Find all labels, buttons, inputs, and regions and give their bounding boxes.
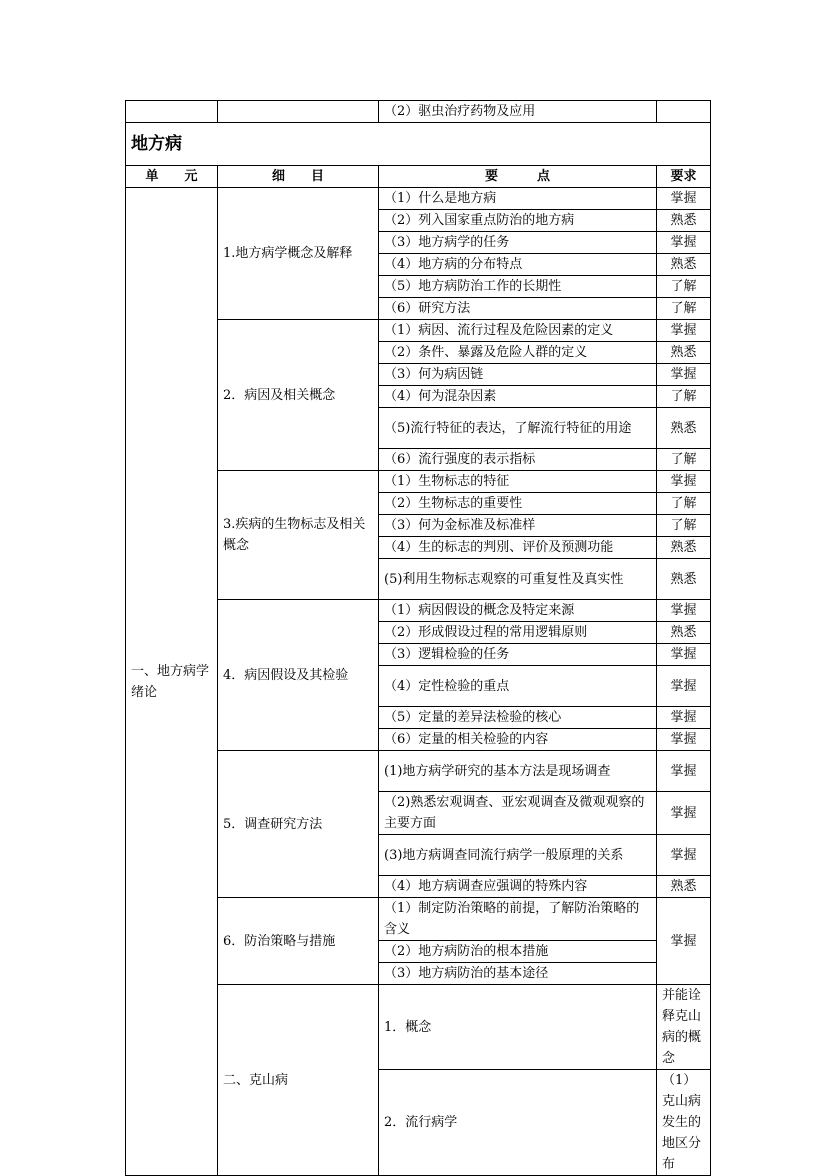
- req-cell: 熟悉: [657, 210, 711, 232]
- req-cell: 掌握: [657, 729, 711, 751]
- section-row: [126, 123, 711, 166]
- req-cell: 了解: [657, 449, 711, 471]
- req-cell: 了解: [657, 386, 711, 408]
- header-point: 要 点: [379, 166, 657, 188]
- req-cell: 掌握: [657, 835, 711, 876]
- item-cell: 2．病因及相关概念: [218, 320, 379, 471]
- req-cell: 掌握: [657, 898, 711, 985]
- unit-cell: 一、地方病学绪论: [126, 188, 218, 1176]
- req-cell: 掌握: [657, 600, 711, 622]
- item-cell: 2．流行病学: [379, 1070, 657, 1176]
- point-cell: （2）地方病防治的根本措施: [379, 941, 657, 963]
- req-cell: 了解: [657, 493, 711, 515]
- header-req: 要求: [657, 166, 711, 188]
- req-cell: 熟悉: [657, 622, 711, 644]
- req-cell: 掌握: [657, 232, 711, 254]
- point-cell: (1)地方病学研究的基本方法是现场调查: [379, 751, 657, 792]
- point-cell: （5)流行特征的表达，了解流行特征的用途: [379, 408, 657, 449]
- header-row: [126, 166, 711, 188]
- req-cell: 掌握: [657, 320, 711, 342]
- req-cell: 掌握: [657, 707, 711, 729]
- point-cell: （3）何为病因链: [379, 364, 657, 386]
- item-cell: 3.疾病的生物标志及相关概念: [218, 471, 379, 600]
- point-cell: （4）何为混杂因素: [379, 386, 657, 408]
- item-cell: 1．概念: [379, 985, 657, 1070]
- req-cell: 掌握: [657, 792, 711, 835]
- item-cell: 4．病因假设及其检验: [218, 600, 379, 751]
- req-cell: 掌握: [657, 644, 711, 666]
- syllabus-table: [125, 100, 711, 1176]
- point-cell: （1）病因、流行过程及危险因素的定义: [379, 320, 657, 342]
- point-cell: （4）地方病调查应强调的特殊内容: [379, 876, 657, 898]
- point-cell: （1）病因假设的概念及特定来源: [379, 600, 657, 622]
- point-cell: （1）生物标志的特征: [379, 471, 657, 493]
- unit-cell: [126, 101, 218, 123]
- point-cell: （2）生物标志的重要性: [379, 493, 657, 515]
- point-cell: （2）驱虫治疗药物及应用: [379, 101, 657, 123]
- item-cell: [218, 101, 379, 123]
- table-row: [126, 188, 711, 210]
- req-cell: 熟悉: [657, 559, 711, 600]
- header-item: 细 目: [218, 166, 379, 188]
- point-cell: （1）克山病发生的地区分布: [657, 1070, 711, 1176]
- req-cell: 掌握: [657, 471, 711, 493]
- point-cell: （2）形成假设过程的常用逻辑原则: [379, 622, 657, 644]
- req-cell: 了解: [657, 298, 711, 320]
- point-cell: （3）何为金标准及标准样: [379, 515, 657, 537]
- point-cell: （3）地方病防治的基本途径: [379, 963, 657, 985]
- point-cell: （3）逻辑检验的任务: [379, 644, 657, 666]
- point-cell: （5）地方病防治工作的长期性: [379, 276, 657, 298]
- req-cell: 熟悉: [657, 342, 711, 364]
- point-cell: （2)熟悉宏观调查、亚宏观调查及微观观察的主要方面: [379, 792, 657, 835]
- req-cell: 掌握: [657, 188, 711, 210]
- point-cell: （4）地方病的分布特点: [379, 254, 657, 276]
- req-cell: 熟悉: [657, 254, 711, 276]
- point-cell: （4）生的标志的判別、评价及预测功能: [379, 537, 657, 559]
- req-cell: 掌握: [657, 751, 711, 792]
- point-cell: （5）定量的差异法检验的核心: [379, 707, 657, 729]
- section-title: 地方病: [126, 123, 711, 166]
- point-cell: （4）定性检验的重点: [379, 666, 657, 707]
- point-cell: (3)地方病调查同流行病学一般原理的关系: [379, 835, 657, 876]
- point-cell: 并能诠释克山病的概念: [657, 985, 711, 1070]
- req-cell: 熟悉: [657, 537, 711, 559]
- point-cell: （2）条件、暴露及危险人群的定义: [379, 342, 657, 364]
- point-cell: （6）定量的相关检验的内容: [379, 729, 657, 751]
- item-cell: 6．防治策略与措施: [218, 898, 379, 985]
- req-cell: 掌握: [657, 364, 711, 386]
- point-cell: （1）什么是地方病: [379, 188, 657, 210]
- req-cell: 熟悉: [657, 408, 711, 449]
- req-cell: 了解: [657, 515, 711, 537]
- item-cell: 5．调查研究方法: [218, 751, 379, 898]
- req-cell: [657, 101, 711, 123]
- req-cell: 了解: [657, 276, 711, 298]
- table-row: [126, 101, 711, 123]
- point-cell: （2）列入国家重点防治的地方病: [379, 210, 657, 232]
- point-cell: （1）制定防治策略的前提，了解防治策略的含义: [379, 898, 657, 941]
- point-cell: (5)利用生物标志观察的可重复性及真实性: [379, 559, 657, 600]
- point-cell: （6）流行强度的表示指标: [379, 449, 657, 471]
- point-cell: （6）研究方法: [379, 298, 657, 320]
- req-cell: 掌握: [657, 666, 711, 707]
- header-unit: 单 元: [126, 166, 218, 188]
- req-cell: 熟悉: [657, 876, 711, 898]
- unit-cell: 二、克山病: [218, 985, 379, 1176]
- point-cell: （3）地方病学的任务: [379, 232, 657, 254]
- item-cell: 1.地方病学概念及解释: [218, 188, 379, 320]
